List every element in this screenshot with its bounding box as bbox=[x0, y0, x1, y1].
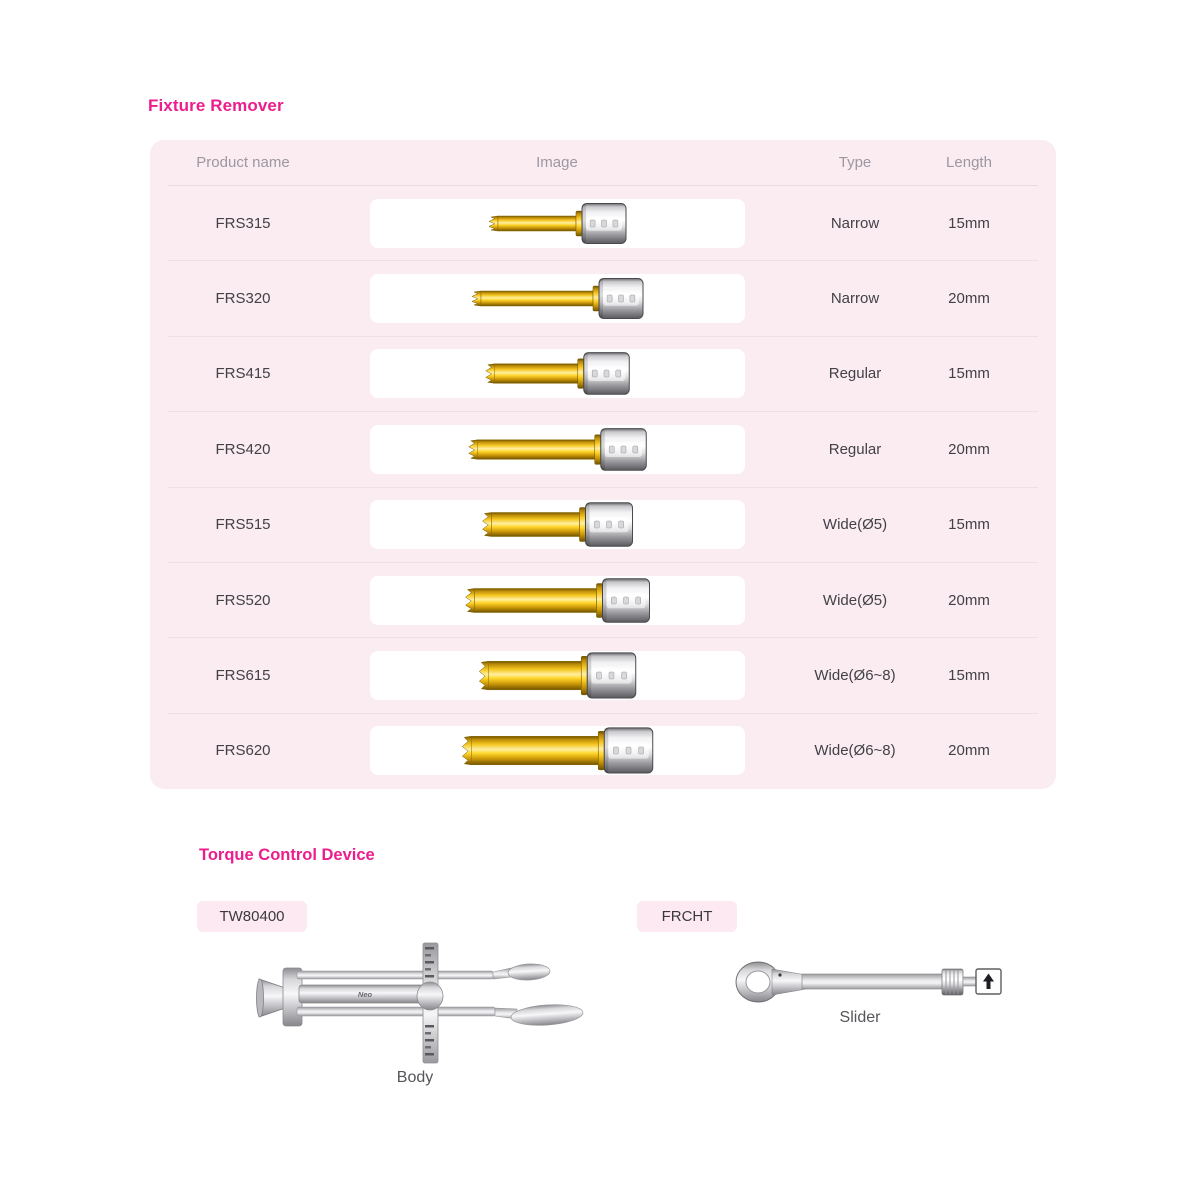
image-cell bbox=[336, 199, 778, 248]
fixture-remover-tool-image bbox=[370, 199, 745, 248]
product-name-cell: FRS420 bbox=[215, 440, 271, 458]
fixture-remover-tool-image bbox=[370, 425, 745, 474]
slider-caption: Slider bbox=[839, 1009, 881, 1026]
column-header-image: Image bbox=[536, 154, 578, 171]
table-row bbox=[150, 412, 1056, 486]
length-cell: 20mm bbox=[948, 440, 990, 458]
length-cell: 15mm bbox=[948, 365, 990, 383]
type-cell: Wide(Ø5) bbox=[822, 516, 888, 534]
table-row bbox=[150, 337, 1056, 411]
torque-slider-image bbox=[728, 958, 1008, 1008]
image-cell bbox=[336, 425, 778, 474]
length-cell: 15mm bbox=[948, 516, 990, 534]
fixture-remover-tool-image bbox=[370, 500, 745, 549]
product-name-cell: FRS515 bbox=[215, 516, 271, 534]
product-name-cell: FRS415 bbox=[215, 365, 271, 383]
type-cell: Regular bbox=[828, 365, 882, 383]
table-row bbox=[150, 638, 1056, 712]
svg-text:Neo: Neo bbox=[357, 990, 373, 999]
torque-control-device-title: Torque Control Device bbox=[199, 846, 375, 864]
type-cell: Narrow bbox=[830, 214, 880, 232]
product-name-cell: FRS315 bbox=[215, 214, 271, 232]
table-body bbox=[150, 186, 1056, 788]
product-name-cell: FRS320 bbox=[215, 290, 271, 308]
table-row bbox=[150, 186, 1056, 260]
type-cell: Narrow bbox=[830, 290, 880, 308]
image-cell bbox=[336, 349, 778, 398]
table-row bbox=[150, 261, 1056, 335]
fixture-remover-tool-image bbox=[370, 576, 745, 625]
table-header-row bbox=[150, 140, 1056, 185]
type-cell: Wide(Ø6~8) bbox=[814, 666, 896, 684]
image-cell bbox=[336, 651, 778, 700]
image-cell bbox=[336, 576, 778, 625]
image-cell bbox=[336, 274, 778, 323]
fixture-remover-tool-image bbox=[370, 349, 745, 398]
table-row bbox=[150, 714, 1056, 788]
fixture-remover-tool-image bbox=[370, 726, 745, 775]
fixture-remover-tool-image bbox=[370, 274, 745, 323]
fixture-remover-title: Fixture Remover bbox=[148, 96, 284, 115]
column-header-length: Length bbox=[946, 154, 992, 171]
length-cell: 20mm bbox=[948, 742, 990, 760]
fixture-remover-table bbox=[150, 140, 1056, 789]
column-header-product-name: Product name bbox=[196, 154, 290, 171]
type-cell: Regular bbox=[828, 440, 882, 458]
torque-body-image bbox=[253, 941, 643, 1071]
type-cell: Wide(Ø6~8) bbox=[814, 742, 896, 760]
product-name-cell: FRS520 bbox=[215, 591, 271, 609]
table-row bbox=[150, 488, 1056, 562]
length-cell: 15mm bbox=[948, 214, 990, 232]
table-row bbox=[150, 563, 1056, 637]
length-cell: 15mm bbox=[948, 666, 990, 684]
image-cell bbox=[336, 500, 778, 549]
product-code-badge-body: TW80400 bbox=[197, 901, 307, 932]
product-code-badge-slider: FRCHT bbox=[637, 901, 737, 932]
length-cell: 20mm bbox=[948, 290, 990, 308]
column-header-type: Type bbox=[838, 154, 872, 171]
body-caption: Body bbox=[396, 1069, 434, 1086]
type-cell: Wide(Ø5) bbox=[822, 591, 888, 609]
image-cell bbox=[336, 726, 778, 775]
fixture-remover-tool-image bbox=[370, 651, 745, 700]
product-name-cell: FRS615 bbox=[215, 666, 271, 684]
product-name-cell: FRS620 bbox=[215, 742, 271, 760]
length-cell: 20mm bbox=[948, 591, 990, 609]
